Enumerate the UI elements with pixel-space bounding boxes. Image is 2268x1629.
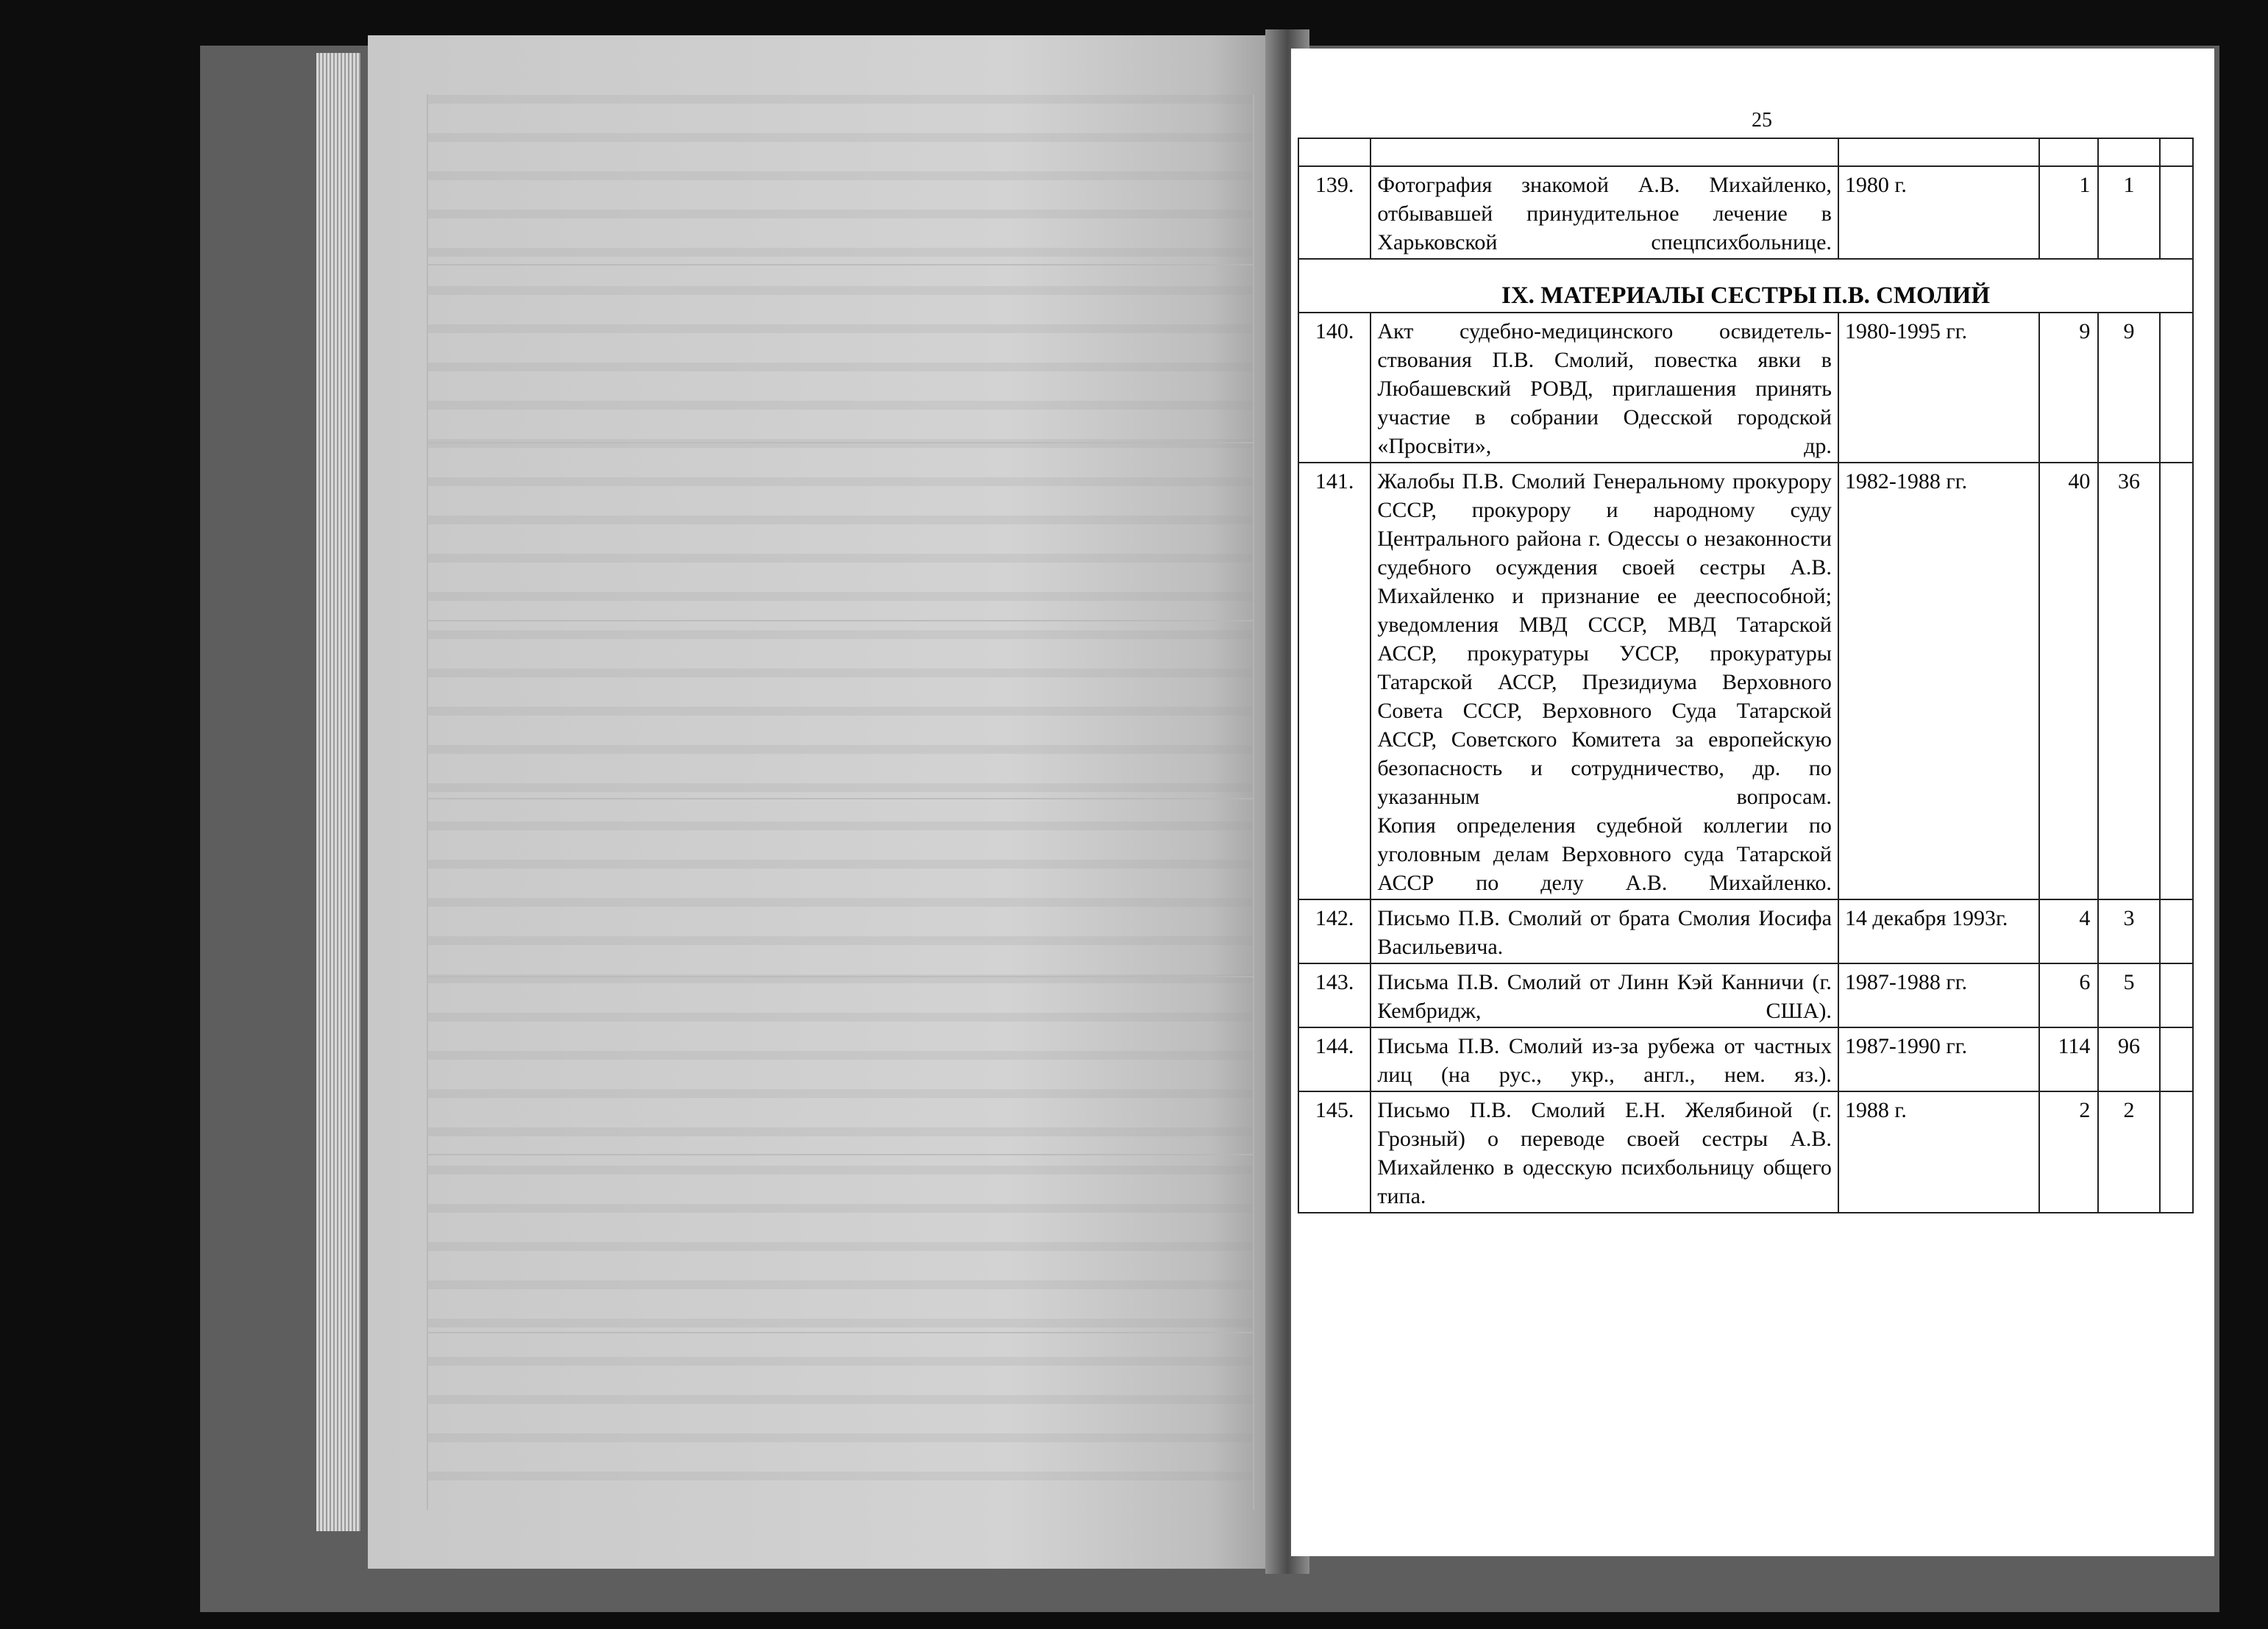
table-row bbox=[1298, 463, 2193, 899]
row-number: 145. bbox=[1298, 1091, 1371, 1213]
row-note bbox=[2160, 313, 2193, 463]
left-page-bleedthrough bbox=[368, 35, 1284, 1569]
row-date: 1980-1995 гг. bbox=[1838, 313, 2039, 463]
row-photo-count: 2 bbox=[2098, 1091, 2159, 1213]
table-row bbox=[1298, 963, 2193, 1027]
row-number: 141. bbox=[1298, 463, 1371, 899]
row-description: Письма П.В. Смолий от Линн Кэй Канничи (г. Кембридж, США). bbox=[1371, 963, 1838, 1027]
row-date: 1982-1988 гг. bbox=[1838, 463, 2039, 899]
row-sheet-count: 40 bbox=[2039, 463, 2098, 899]
row-date: 14 декабря 1993г. bbox=[1838, 899, 2039, 963]
row-number: 142. bbox=[1298, 899, 1371, 963]
page-number: 25 bbox=[1752, 109, 1772, 132]
row-sheet-count: 6 bbox=[2039, 963, 2098, 1027]
catalog-table bbox=[1298, 138, 2194, 1213]
row-description: Фотография знакомой А.В. Михайленко, отбывавшей принудительное лечение в Харьковской спецпсихбольнице. bbox=[1371, 166, 1838, 259]
page-edges bbox=[316, 53, 360, 1531]
row-description: Письмо П.В. Смолий от брата Смолия Иосифа Васильевича. bbox=[1371, 899, 1838, 963]
table-header-row bbox=[1298, 138, 2193, 166]
left-page-ghost-table bbox=[427, 94, 1254, 1510]
table-row bbox=[1298, 899, 2193, 963]
header-cell bbox=[1298, 138, 1371, 166]
row-sheet-count: 1 bbox=[2039, 166, 2098, 259]
section-row bbox=[1298, 259, 2193, 313]
row-sheet-count: 114 bbox=[2039, 1027, 2098, 1091]
header-cell bbox=[2098, 138, 2159, 166]
row-description: Акт судебно-медицинского освидетель-ствования П.В. Смолий, повестка явки в Любашевский РОВД, приглашения принять участие в собрании Одесской городской «Просвіти», др. bbox=[1371, 313, 1838, 463]
header-cell bbox=[1371, 138, 1838, 166]
row-sheet-count: 9 bbox=[2039, 313, 2098, 463]
table-row bbox=[1298, 313, 2193, 463]
row-date: 1987-1988 гг. bbox=[1838, 963, 2039, 1027]
row-photo-count: 36 bbox=[2098, 463, 2159, 899]
row-description: Письма П.В. Смолий из-за рубежа от частных лиц (на рус., укр., англ., нем. яз.). bbox=[1371, 1027, 1838, 1091]
row-description: Жалобы П.В. Смолий Генеральному прокурору СССР, прокурору и народному суду Центрального района г. Одессы о незаконности судебного осуждения своей сестры А.В. Михайленко и признание ее дееспособной; уведомления МВД СССР, МВД Татарской АССР, прокуратуры УССР, прокуратуры Татарской АССР, Президиума Верховного Совета СССР, Верховного Суда Татарской АССР, Советского Комитета за европейскую безопасность и сотрудничество, др. по указанным вопросам. bbox=[1377, 469, 1832, 809]
row-date: 1987-1990 гг. bbox=[1838, 1027, 2039, 1091]
row-date: 1988 г. bbox=[1838, 1091, 2039, 1213]
row-note bbox=[2160, 463, 2193, 899]
row-note bbox=[2160, 899, 2193, 963]
row-description-extra: Копия определения судебной коллегии по уголовным делам Верховного суда Татарской АССР по делу А.В. Михайленко. bbox=[1377, 813, 1832, 895]
row-description: Письмо П.В. Смолий Е.Н. Желябиной (г. Грозный) о переводе своей сестры А.В. Михайленко в одесскую психбольницу общего типа. bbox=[1371, 1091, 1838, 1213]
table-row bbox=[1298, 1091, 2193, 1213]
header-cell bbox=[2160, 138, 2193, 166]
row-sheet-count: 4 bbox=[2039, 899, 2098, 963]
row-number: 140. bbox=[1298, 313, 1371, 463]
row-number: 143. bbox=[1298, 963, 1371, 1027]
row-number: 144. bbox=[1298, 1027, 1371, 1091]
row-description-cell bbox=[1371, 463, 1838, 899]
row-note bbox=[2160, 963, 2193, 1027]
section-title: IX. МАТЕРИАЛЫ СЕСТРЫ П.В. СМОЛИЙ bbox=[1298, 259, 2193, 313]
row-number: 139. bbox=[1298, 166, 1371, 259]
row-sheet-count: 2 bbox=[2039, 1091, 2098, 1213]
row-photo-count: 1 bbox=[2098, 166, 2159, 259]
row-photo-count: 5 bbox=[2098, 963, 2159, 1027]
row-note bbox=[2160, 1027, 2193, 1091]
table-row bbox=[1298, 1027, 2193, 1091]
row-photo-count: 96 bbox=[2098, 1027, 2159, 1091]
row-photo-count: 3 bbox=[2098, 899, 2159, 963]
row-date: 1980 г. bbox=[1838, 166, 2039, 259]
row-note bbox=[2160, 166, 2193, 259]
row-note bbox=[2160, 1091, 2193, 1213]
table-row bbox=[1298, 166, 2193, 259]
header-cell bbox=[2039, 138, 2098, 166]
header-cell bbox=[1838, 138, 2039, 166]
row-photo-count: 9 bbox=[2098, 313, 2159, 463]
